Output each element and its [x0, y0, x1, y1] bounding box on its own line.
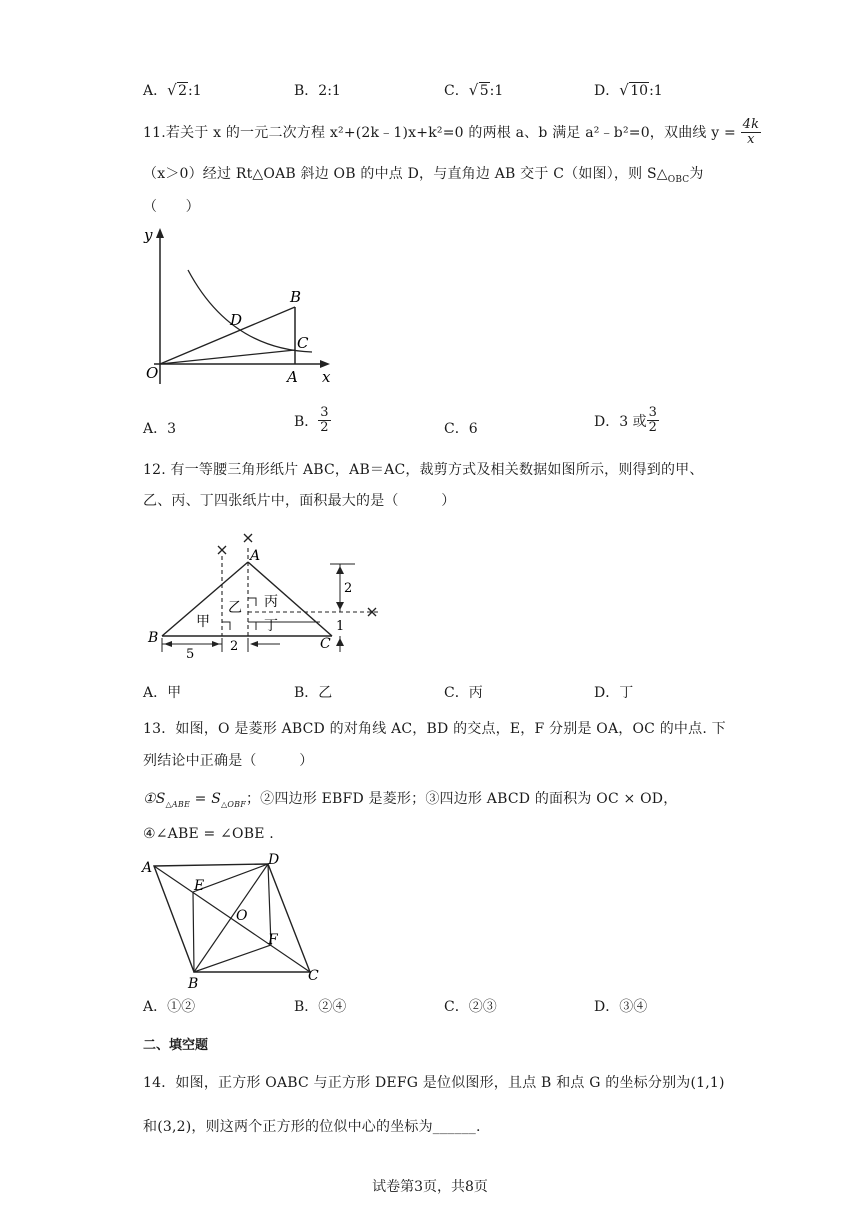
q11-option-a: A．3 [143, 421, 177, 437]
q12-option-c: C．丙 [444, 685, 483, 701]
q13-option-d: D．③④ [594, 999, 648, 1015]
q13-stem-line3: $①S_{\triangle ABE} = S_{\triangle OBF}$；②四边形 EBFD 是菱形；③四边形 ABCD 的面积为 OC × OD， [143, 791, 678, 809]
q11-option-d: D．3 或 $\frac{3}{2}$ [594, 405, 657, 436]
q12-option-b: B．乙 [294, 685, 333, 701]
q12-stem-line1: 12. 有一等腰三角形纸片 ABC，AB＝AC，裁剪方式及相关数据如图所示，则得到的甲、 [143, 462, 704, 478]
q11-label-a: A [287, 368, 298, 386]
q13-label-a: A [142, 860, 153, 876]
q13-label-d: D [268, 852, 280, 868]
q12-dim-2-right: 2 [344, 581, 353, 596]
q12-label-jia: 甲 [196, 614, 210, 630]
q11-label-d: D [230, 311, 243, 329]
q14-stem-line1: 14．如图，正方形 OABC 与正方形 DEFG 是位似图形，且点 B 和点 G 的坐标分别为(1,1) [143, 1075, 725, 1091]
q12-dim-2-bottom: 2 [230, 639, 239, 654]
q14-stem-line2: 和(3,2)，则这两个正方形的位似中心的坐标为______. [143, 1119, 481, 1135]
q13-label-c: C [308, 968, 319, 984]
q10-option-d: D．√ 10:1 [594, 80, 663, 100]
q12-dim-1: 1 [336, 619, 345, 634]
q13-label-f: F [268, 932, 278, 948]
q12-stem-line2: 乙、丙、丁四张纸片中，面积最大的是（ ） [143, 493, 456, 509]
q12-dim-5: 5 [186, 647, 195, 662]
q13-label-o: O [236, 908, 248, 924]
q13-label-b: B [188, 976, 199, 992]
q12-label-b: B [148, 630, 159, 646]
q12-figure [140, 526, 400, 666]
q11-hyperbola-fraction: $\frac{4k}{x}$ [742, 117, 760, 148]
q12-option-d: D．丁 [594, 685, 634, 701]
q11-label-b: B [290, 288, 302, 306]
q11-stem-line1: 11.若关于 x 的一元二次方程 x²+(2k﹣1)x+k²=0 的两根 a、b 满足 a²﹣b²=0，双曲线 y = $\frac{4k}{x}$ [143, 117, 760, 148]
q12-label-yi: 乙 [228, 600, 242, 616]
q13-option-a: A．①② [143, 999, 196, 1015]
q13-stem-line2: 列结论中正确是（ ） [143, 753, 314, 769]
q11-label-c: C [297, 334, 309, 352]
q10-option-b: B．2:1 [294, 83, 341, 99]
q13-figure [140, 852, 330, 992]
q12-label-bing: 丙 [264, 594, 278, 610]
q12-label-c: C [320, 636, 331, 652]
q11-stem-line3: （ ） [143, 199, 200, 215]
section-heading-fill-in: 二、填空题 [143, 1038, 209, 1053]
page-footer: 试卷第3页，共8页 [372, 1179, 488, 1195]
q11-label-x: x [322, 368, 331, 386]
q11-option-b: B． $\frac{3}{2}$ [294, 405, 329, 436]
q13-option-b: B．②④ [294, 999, 347, 1015]
q13-stem-line1: 13．如图，O 是菱形 ABCD 的对角线 AC，BD 的交点，E，F 分别是 OA，OC 的中点. 下 [143, 721, 726, 737]
q11-label-o: O [146, 364, 159, 382]
q13-label-e: E [194, 878, 205, 894]
q11-stem-line2: （x＞0）经过 Rt△OAB 斜边 OB 的中点 D，与直角边 AB 交于 C（如图），则 $S\triangle_{OBC}$为 [143, 166, 704, 185]
q11-label-y: y [144, 226, 153, 244]
q11-option-c: C．6 [444, 421, 478, 437]
q13-stem-line4: ④∠ABE = ∠OBE . [143, 826, 274, 842]
q10-option-a: A．√ 2:1 [143, 80, 202, 100]
q12-label-ding: 丁 [264, 618, 278, 634]
q13-option-c: C．②③ [444, 999, 497, 1015]
q11-figure [140, 224, 340, 394]
q10-option-c: C．√ 5:1 [444, 80, 503, 100]
q12-option-a: A．甲 [143, 685, 182, 701]
q12-label-a: A [250, 548, 261, 564]
